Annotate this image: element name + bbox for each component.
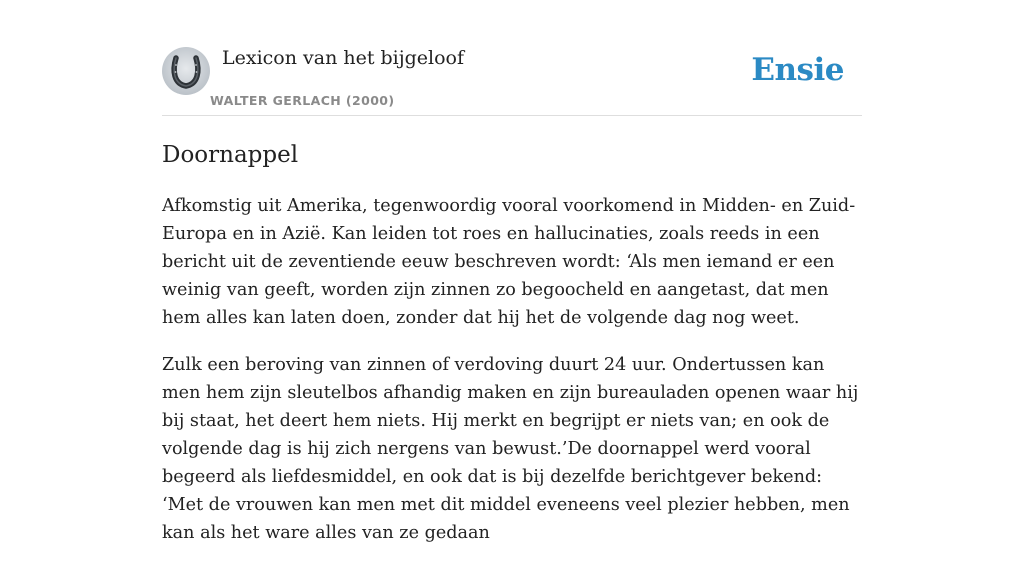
entry-title: Doornappel bbox=[162, 142, 299, 168]
book-author: WALTER GERLACH (2000) bbox=[210, 93, 395, 108]
header-divider bbox=[162, 115, 862, 116]
horseshoe-icon bbox=[162, 47, 210, 95]
brand-logo[interactable]: Ensie bbox=[751, 52, 844, 88]
entry-body bbox=[162, 192, 864, 566]
book-avatar[interactable] bbox=[162, 47, 210, 95]
book-header bbox=[162, 46, 862, 116]
entry-paragraph: Afkomstig uit Amerika, tegenwoordig vooral voorkomend in Midden- en Zuid-Europa en in Azië. Kan leiden tot roes en hallucinaties, zoals reeds in een bericht uit de zeventiende eeuw beschreven wordt: ‘Als men iemand er een weinig van geeft, worden zijn zinnen zo begoocheld en aangetast, dat men hem alles kan laten doen, zonder dat hij het de volgende dag nog weet. bbox=[162, 196, 856, 328]
entry-paragraph: Zulk een beroving van zinnen of verdoving duurt 24 uur. Ondertussen kan men hem zijn sleutelbos afhandig maken en zijn bureauladen openen waar hij bij staat, het deert hem niets. Hij merkt en begrijpt er niets van; en ook de volgende dag is hij zich nergens van bewust.’De doornappel werd vooral begeerd als liefdesmiddel, en ook dat is bij dezelfde berichtgever bekend: ‘Met de vrouwen kan men met dit middel eveneens veel plezier hebben, men kan als het ware alles van ze gedaan bbox=[162, 355, 859, 543]
book-title[interactable]: Lexicon van het bijgeloof bbox=[222, 47, 465, 69]
